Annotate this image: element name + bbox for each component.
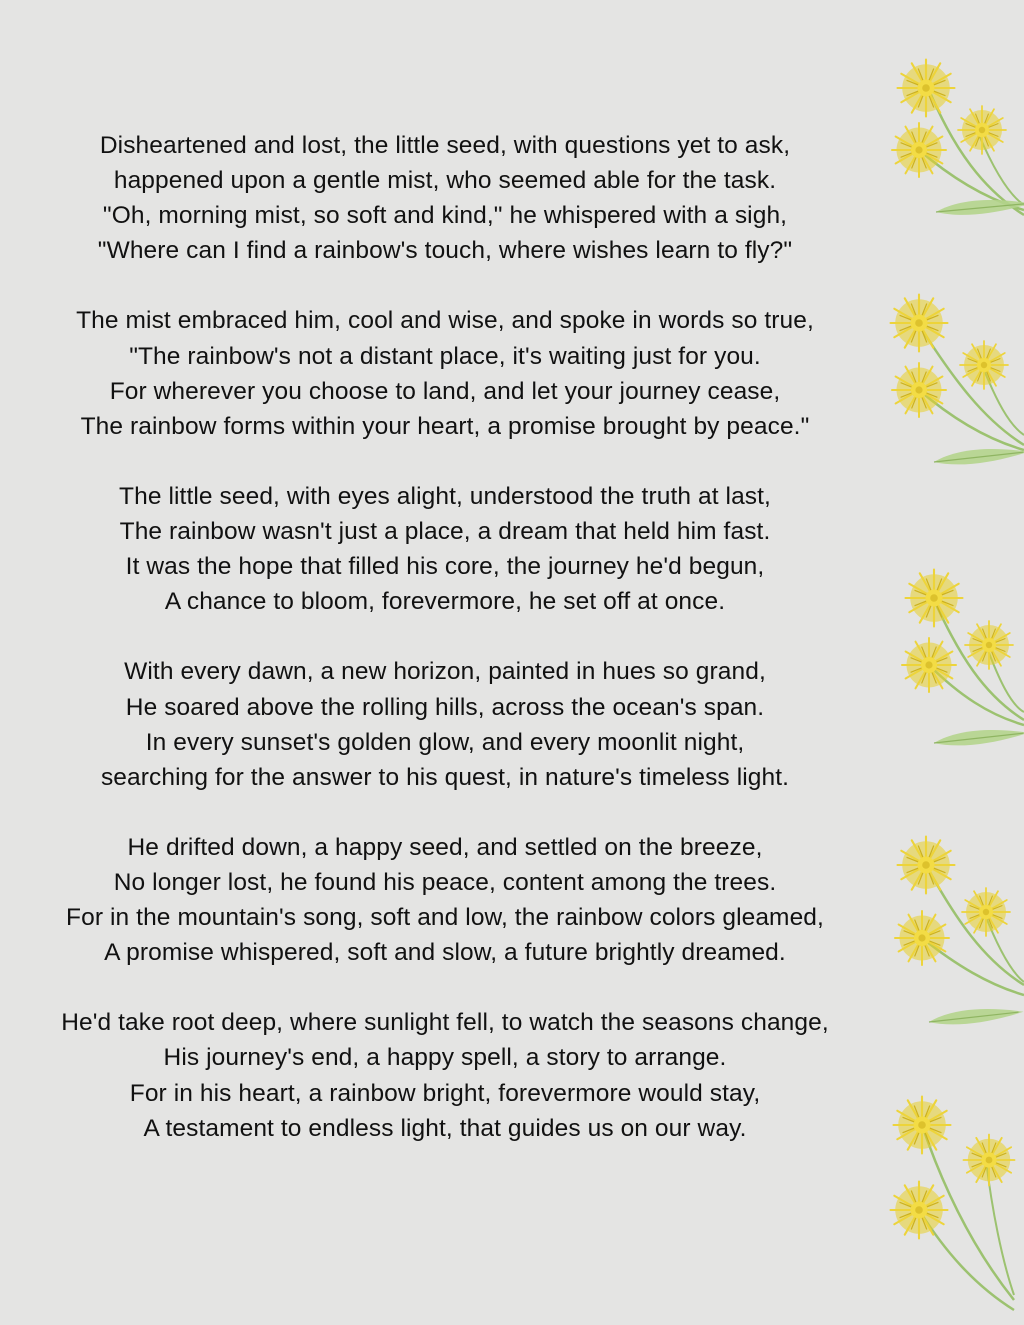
poem-line: A chance to bloom, forevermore, he set off at once.	[164, 588, 726, 616]
poem	[0, 128, 890, 1146]
dandelion-cluster	[902, 570, 1024, 749]
poem-line: happened upon a gentle mist, who seemed able for the task.	[113, 167, 777, 195]
poem-line: The mist embraced him, cool and wise, and spoke in words so true,	[76, 307, 814, 335]
dandelion-cluster	[891, 295, 1024, 468]
poem-line: The rainbow forms within your heart, a promise brought by peace."	[80, 412, 810, 440]
dandelion-border	[874, 0, 1024, 1325]
poem-line: His journey's end, a happy spell, a story to arrange.	[163, 1044, 727, 1072]
dandelion-cluster	[892, 60, 1024, 218]
stanza	[0, 1005, 890, 1145]
stanza	[0, 479, 890, 619]
poem-line: "Where can I find a rainbow's touch, where wishes learn to fly?"	[97, 237, 793, 265]
stanza	[0, 303, 890, 443]
poem-line: He'd take root deep, where sunlight fell, to watch the seasons change,	[61, 1009, 829, 1037]
poem-line: The rainbow wasn't just a place, a dream that held him fast.	[119, 518, 771, 546]
poem-line: Disheartened and lost, the little seed, with questions yet to ask,	[99, 132, 791, 159]
poem-line: It was the hope that filled his core, the journey he'd begun,	[125, 553, 765, 581]
stanza	[0, 654, 890, 794]
stanza	[0, 830, 890, 970]
dandelion-cluster	[895, 837, 1024, 1028]
poem-line: With every dawn, a new horizon, painted in hues so grand,	[124, 658, 766, 686]
poem-line: He drifted down, a happy seed, and settled on the breeze,	[127, 833, 763, 861]
poem-line: For wherever you choose to land, and let your journey cease,	[109, 377, 781, 405]
poem-line: He soared above the rolling hills, across the ocean's span.	[125, 693, 765, 721]
dandelion-cluster	[891, 1097, 1015, 1311]
poem-line: A promise whispered, soft and slow, a future brightly dreamed.	[104, 939, 786, 967]
stanza	[0, 128, 890, 268]
poem-line: The little seed, with eyes alight, understood the truth at last,	[119, 482, 771, 510]
poem-line: "Oh, morning mist, so soft and kind," he whispered with a sigh,	[102, 202, 788, 230]
poem-line: A testament to endless light, that guides us on our way.	[143, 1114, 747, 1142]
poem-line: For in his heart, a rainbow bright, forevermore would stay,	[129, 1079, 761, 1107]
poem-line: In every sunset's golden glow, and every moonlit night,	[145, 728, 745, 756]
poem-line: No longer lost, he found his peace, content among the trees.	[113, 868, 777, 896]
poem-line: searching for the answer to his quest, in nature's timeless light.	[100, 763, 790, 791]
poem-line: "The rainbow's not a distant place, it's waiting just for you.	[129, 342, 761, 370]
poem-line: For in the mountain's song, soft and low, the rainbow colors gleamed,	[66, 904, 824, 932]
